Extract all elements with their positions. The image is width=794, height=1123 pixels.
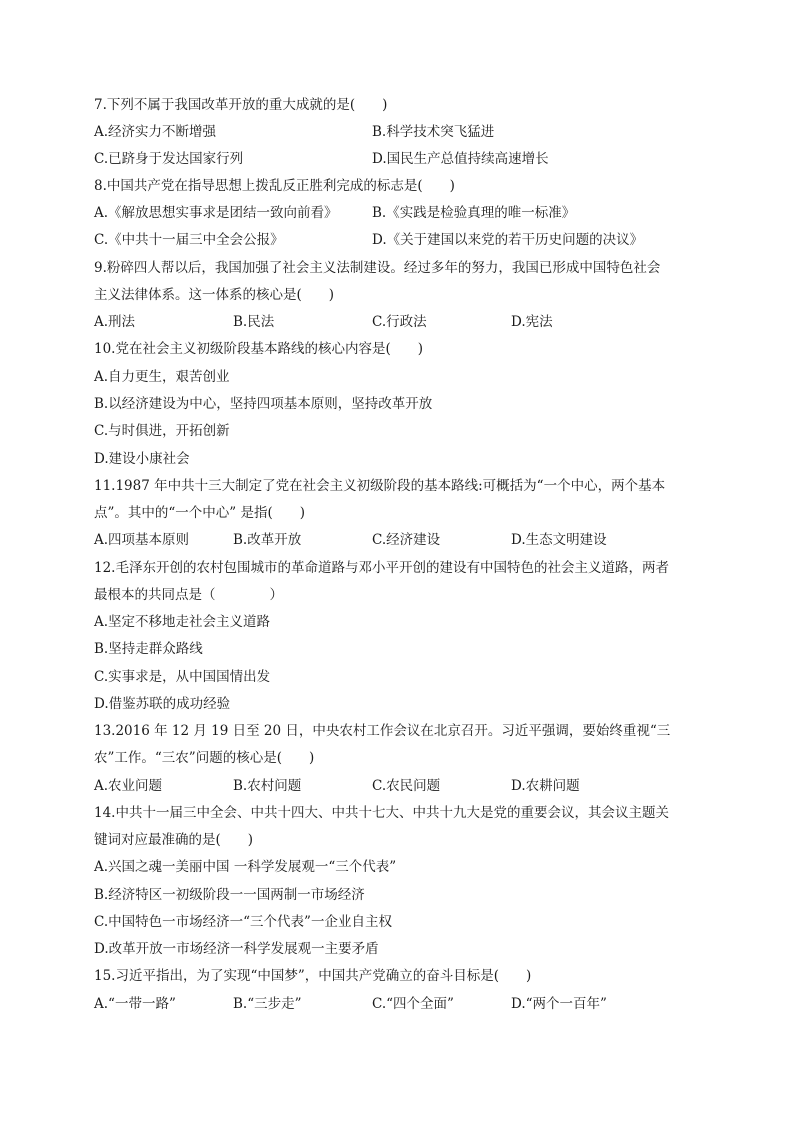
- question-8-option-c: C.《中共十一届三中全会公报》: [94, 232, 284, 248]
- question-13-option-d: D.农耕问题: [511, 778, 580, 794]
- question-7-option-b: B.科学技术突飞猛进: [372, 124, 495, 140]
- question-12-stem-line-2: 最根本的共同点是（ ）: [94, 587, 283, 603]
- question-12-stem-line-1: 12.毛泽东开创的农村包围城市的革命道路与邓小平开创的建设有中国特色的社会主义道路，两者: [94, 560, 669, 576]
- question-9-option-c: C.行政法: [372, 314, 427, 330]
- question-8-stem: 8.中国共产党在指导思想上拨乱反正胜利完成的标志是( ): [94, 178, 455, 194]
- question-11-option-b: B.改革开放: [233, 532, 302, 548]
- question-15-option-c: C.“四个全面”: [372, 996, 454, 1012]
- question-12-option-a: A.坚定不移地走社会主义道路: [94, 614, 271, 630]
- question-14-stem-line-2: 键词对应最准确的是( ): [94, 832, 254, 848]
- question-10-option-d: D.建设小康社会: [94, 451, 190, 467]
- question-13-option-a: A.农业问题: [94, 778, 163, 794]
- question-9-option-a: A.刑法: [94, 314, 136, 330]
- question-13-stem-line-1: 13.2016 年 12 月 19 日至 20 日，中央农村工作会议在北京召开。习近平强调，要始终重视“三: [94, 723, 671, 739]
- question-11-option-c: C.经济建设: [372, 532, 441, 548]
- question-9-stem-line-1: 9.粉碎四人帮以后，我国加强了社会主义法制建设。经过多年的努力，我国已形成中国特色社会: [94, 260, 661, 276]
- question-11-option-d: D.生态文明建设: [511, 532, 607, 548]
- question-15-option-d: D.“两个一百年”: [511, 996, 607, 1012]
- question-15-option-b: B.“三步走”: [233, 996, 302, 1012]
- question-11-option-a: A.四项基本原则: [94, 532, 190, 548]
- question-14-option-b: B.经济特区一初级阶段一一国两制一市场经济: [94, 887, 365, 903]
- question-7-option-d: D.国民生产总值持续高速增长: [372, 151, 549, 167]
- question-9-stem-line-2: 主义法律体系。这一体系的核心是( ): [94, 287, 335, 303]
- question-11-stem-line-1: 11.1987 年中共十三大制定了党在社会主义初级阶段的基本路线:可概括为“一个中心，两个基本: [94, 478, 666, 494]
- question-11-stem-line-2: 点”。其中的“一个中心” 是指( ): [94, 505, 306, 521]
- question-9-option-b: B.民法: [233, 314, 275, 330]
- question-12-option-c: C.实事求是，从中国国情出发: [94, 669, 271, 685]
- question-8-option-b: B.《实践是检验真理的唯一标准》: [372, 205, 576, 221]
- question-13-stem-line-2: 农”工作。“三农”问题的核心是( ): [94, 750, 315, 766]
- question-10-option-b: B.以经济建设为中心，坚持四项基本原则，坚持改革开放: [94, 396, 433, 412]
- question-12-option-b: B.坚持走群众路线: [94, 641, 203, 657]
- question-7-option-a: A.经济实力不断增强: [94, 124, 217, 140]
- question-12-option-d: D.借鉴苏联的成功经验: [94, 696, 231, 712]
- question-13-option-b: B.农村问题: [233, 778, 302, 794]
- question-8-option-a: A.《解放思想实事求是团结一致向前看》: [94, 205, 338, 221]
- question-10-option-a: A.自力更生，艰苦创业: [94, 369, 230, 385]
- question-13-option-c: C.农民问题: [372, 778, 441, 794]
- question-14-option-c: C.中国特色一市场经济一“三个代表”一企业自主权: [94, 914, 392, 930]
- question-10-stem: 10.党在社会主义初级阶段基本路线的核心内容是( ): [94, 341, 424, 357]
- question-7-stem: 7.下列不属于我国改革开放的重大成就的是( ): [94, 97, 388, 113]
- question-8-option-d: D.《关于建国以来党的若干历史问题的决议》: [372, 232, 644, 248]
- question-14-stem-line-1: 14.中共十一届三中全会、中共十四大、中共十七大、中共十九大是党的重要会议，其会议主题关: [94, 805, 669, 821]
- question-9-option-d: D.宪法: [511, 314, 553, 330]
- question-7-option-c: C.已跻身于发达国家行列: [94, 151, 244, 167]
- question-14-option-a: A.兴国之魂一美丽中国 一科学发展观一“三个代表”: [94, 859, 397, 875]
- question-15-option-a: A.“一带一路”: [94, 996, 176, 1012]
- question-14-option-d: D.改革开放一市场经济一科学发展观一主要矛盾: [94, 941, 379, 957]
- question-15-stem: 15.习近平指出，为了实现“中国梦”，中国共产党确立的奋斗目标是( ): [94, 968, 532, 984]
- question-10-option-c: C.与时俱进，开拓创新: [94, 423, 230, 439]
